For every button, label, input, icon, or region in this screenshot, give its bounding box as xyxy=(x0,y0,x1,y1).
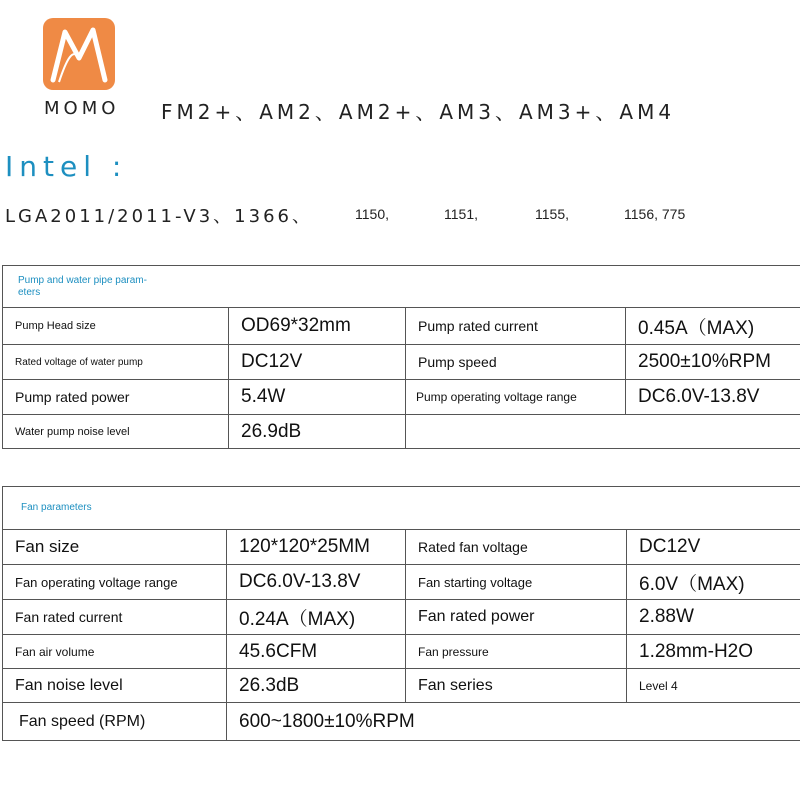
pump-noise-level-value: 26.9dB xyxy=(229,415,406,449)
logo-m-mark xyxy=(43,18,115,90)
pump-head-size-label: Pump Head size xyxy=(3,308,229,345)
pump-voltage-range-label: Pump operating voltage range xyxy=(406,380,626,415)
fan-air-volume-label: Fan air volume xyxy=(3,635,227,669)
fan-rated-power-value: 2.88W xyxy=(627,600,800,635)
fan-rated-current-label: Fan rated current xyxy=(3,600,227,635)
intel-lga-prefix: LGA2011/2011-V3、1366、 xyxy=(5,206,313,227)
fan-pressure-label: Fan pressure xyxy=(406,635,627,669)
fan-voltage-range-label: Fan operating voltage range xyxy=(3,565,227,600)
table-row xyxy=(3,565,800,600)
fan-speed-value: 600~1800±10%RPM xyxy=(227,703,800,741)
pump-table-heading: Pump and water pipe param- eters xyxy=(3,266,800,308)
table-row xyxy=(3,380,800,415)
rated-fan-voltage-value: DC12V xyxy=(627,530,800,565)
table-row xyxy=(3,345,800,380)
fan-rated-current-value: 0.24A（MAX) xyxy=(227,600,406,635)
pump-empty-cell xyxy=(406,415,800,449)
pump-rated-voltage-label: Rated voltage of water pump xyxy=(3,345,229,380)
pump-speed-value: 2500±10%RPM xyxy=(626,345,800,380)
intel-socket-1150: 1150, xyxy=(355,206,389,222)
pump-rated-current-label: Pump rated current xyxy=(406,308,626,345)
fan-starting-voltage-label: Fan starting voltage xyxy=(406,565,627,600)
fan-pressure-value: 1.28mm-H2O xyxy=(627,635,800,669)
fan-size-label: Fan size xyxy=(3,530,227,565)
fan-series-label: Fan series xyxy=(406,669,627,703)
pump-rated-current-value: 0.45A（MAX) xyxy=(626,308,800,345)
fan-noise-level-value: 26.3dB xyxy=(227,669,406,703)
brand-logo xyxy=(43,18,115,90)
intel-socket-1156-775: 1156, 775 xyxy=(624,206,686,222)
pump-head-size-value: OD69*32mm xyxy=(229,308,406,345)
pump-rated-power-value: 5.4W xyxy=(229,380,406,415)
pump-rated-voltage-value: DC12V xyxy=(229,345,406,380)
pump-rated-power-label: Pump rated power xyxy=(3,380,229,415)
fan-rated-power-label: Fan rated power xyxy=(406,600,627,635)
intel-socket-1151: 1151, xyxy=(444,206,478,222)
pump-noise-level-label: Water pump noise level xyxy=(3,415,229,449)
fan-starting-voltage-value: 6.0V（MAX) xyxy=(627,565,800,600)
fan-air-volume-value: 45.6CFM xyxy=(227,635,406,669)
table-row xyxy=(3,703,800,741)
table-row xyxy=(3,415,800,449)
table-row xyxy=(3,530,800,565)
brand-name: MOMO xyxy=(44,98,120,119)
pump-parameters-table xyxy=(2,265,800,449)
table-row xyxy=(3,669,800,703)
fan-table-heading: Fan parameters xyxy=(3,487,800,530)
table-row xyxy=(3,308,800,345)
fan-parameters-table xyxy=(2,486,800,741)
amd-socket-list: FM2+、AM2、AM2+、AM3、AM3+、AM4 xyxy=(161,100,676,124)
intel-heading: Intel : xyxy=(5,150,128,183)
table-row xyxy=(3,600,800,635)
rated-fan-voltage-label: Rated fan voltage xyxy=(406,530,627,565)
fan-series-value: Level 4 xyxy=(627,669,800,703)
fan-noise-level-label: Fan noise level xyxy=(3,669,227,703)
fan-speed-label: Fan speed (RPM) xyxy=(3,703,227,741)
fan-size-value: 120*120*25MM xyxy=(227,530,406,565)
table-row xyxy=(3,635,800,669)
pump-speed-label: Pump speed xyxy=(406,345,626,380)
pump-voltage-range-value: DC6.0V-13.8V xyxy=(626,380,800,415)
intel-socket-1155: 1155, xyxy=(535,206,569,222)
fan-voltage-range-value: DC6.0V-13.8V xyxy=(227,565,406,600)
